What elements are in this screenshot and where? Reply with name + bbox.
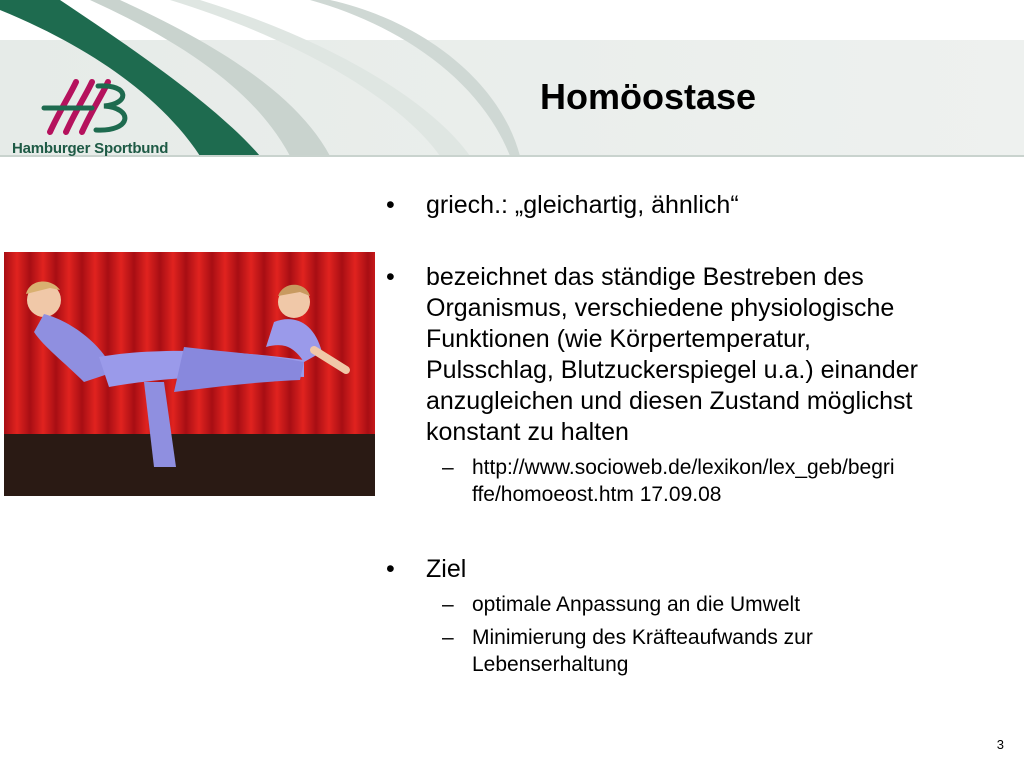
- bullet-marker: •: [386, 263, 395, 291]
- bullet-text: Ziel: [426, 555, 467, 583]
- slide-title: Homöostase: [540, 76, 757, 117]
- sub-text-line: Lebenserhaltung: [472, 653, 629, 676]
- sub-marker: –: [442, 593, 454, 616]
- header-banner: [0, 0, 1024, 160]
- sub-text-line: ffe/homoeost.htm 17.09.08: [472, 483, 722, 506]
- bullet-text-line: Funktionen (wie Körpertemperatur,: [426, 325, 811, 353]
- bullet-text-line: Organismus, verschiedene physiologische: [426, 294, 895, 322]
- bullet-text-line: Pulsschlag, Blutzuckerspiegel u.a.) einander: [426, 356, 918, 384]
- sub-marker: –: [442, 626, 454, 649]
- bullet-text: griech.: „gleichartig, ähnlich“: [426, 191, 739, 219]
- sub-item: [442, 591, 1012, 618]
- sub-item: [442, 624, 1012, 678]
- sub-text-line: http://www.socioweb.de/lexikon/lex_geb/begri: [472, 456, 895, 479]
- stage-floor: [4, 434, 375, 496]
- sub-text-line: optimale Anpassung an die Umwelt: [472, 593, 801, 616]
- bullet-item: [386, 262, 1006, 448]
- page-number: 3: [996, 737, 1004, 752]
- logo-org-name: Hamburger Sportbund: [12, 140, 169, 157]
- bullet-text-line: bezeichnet das ständige Bestreben des: [426, 263, 864, 291]
- bullet-text-line: konstant zu halten: [426, 418, 629, 446]
- sub-text-line: Minimierung des Kräfteaufwands zur: [472, 626, 813, 649]
- bullet-item: [386, 554, 1006, 585]
- bullet-marker: •: [386, 555, 395, 583]
- sub-marker: –: [442, 456, 454, 479]
- acrobatics-photo: [4, 252, 375, 496]
- bullet-marker: •: [386, 191, 395, 219]
- bullet-item: [386, 190, 1006, 221]
- bullet-text-line: anzugleichen und diesen Zustand möglichst: [426, 387, 913, 415]
- sub-item-source-link[interactable]: [442, 454, 1012, 508]
